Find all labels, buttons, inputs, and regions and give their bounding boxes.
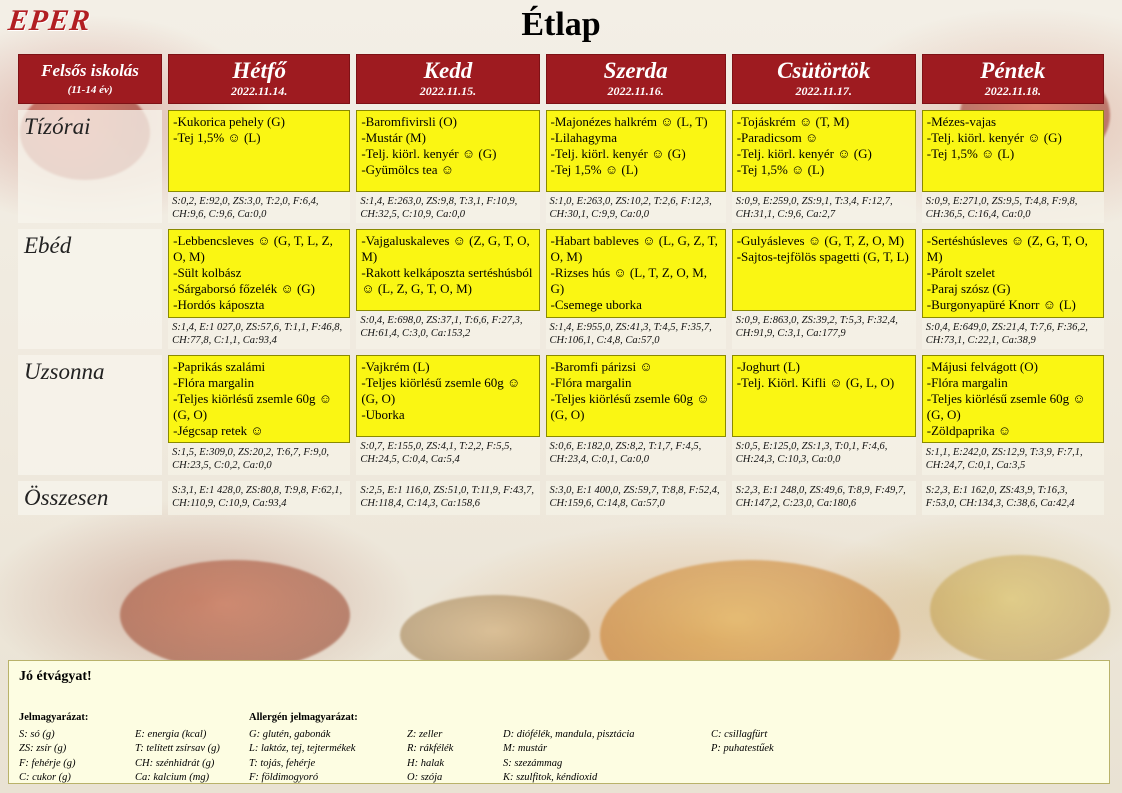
legend-column-allergen-4 <box>711 711 859 785</box>
meal-nutrition: S:1,4, E:263,0, ZS:9,8, T:3,1, F:10,9, CH:32,5, C:10,9, Ca:0,0 <box>360 195 518 220</box>
day-date: 2022.11.16. <box>607 84 664 99</box>
total-cell <box>546 481 726 515</box>
meal-cell <box>732 229 916 349</box>
meal-items: -Kukorica pehely (G) -Tej 1,5% ☺ (L) <box>168 110 350 192</box>
meal-nutrition: S:0,9, E:259,0, ZS:9,1, T:3,4, F:12,7, CH:31,1, C:9,6, Ca:2,7 <box>735 195 893 220</box>
header-audience-title: Felsős iskolás <box>41 60 139 80</box>
meal-cell <box>356 110 539 223</box>
total-cell <box>168 481 350 515</box>
meal-items: -Sertéshúsleves ☺ (Z, G, T, O, M) -Párolt szelet -Paraj szósz (G) -Burgonyapüré Knorr ☺ (L) <box>922 229 1104 318</box>
legend-text: Z: zeller R: rákfélék H: halak O: szója <box>407 729 454 783</box>
meal-nutrition: S:1,4, E:955,0, ZS:41,3, T:4,5, F:35,7, CH:106,1, C:4,8, Ca:57,0 <box>549 321 712 346</box>
day-name: Szerda <box>603 58 668 83</box>
page-title: Étlap <box>521 6 601 43</box>
meal-items: -Baromfivirsli (O) -Mustár (M) -Telj. kiörl. kenyér ☺ (G) -Gyümölcs tea ☺ <box>356 110 539 192</box>
meal-nutrition: S:1,5, E:309,0, ZS:20,2, T:6,7, F:9,0, CH:23,5, C:0,2, Ca:0,0 <box>172 447 330 472</box>
meal-items: -Gulyásleves ☺ (G, T, Z, O, M) -Sajtos-tejfölös spagetti (G, T, L) <box>732 229 916 311</box>
legend-column-allergen-3 <box>503 711 711 785</box>
decorative-food-blob <box>120 560 350 670</box>
total-nutrition: S:2,3, E:1 248,0, ZS:49,6, T:8,9, F:49,7, CH:147,2, C:23,0, Ca:180,6 <box>735 484 906 509</box>
day-date: 2022.11.18. <box>984 84 1042 99</box>
meal-nutrition: S:0,5, E:125,0, ZS:1,3, T:0,1, F:4,6, CH:24,3, C:10,3, Ca:0,0 <box>735 440 888 465</box>
legend-column-nutrients-2 <box>135 711 249 785</box>
header-audience <box>18 54 162 104</box>
meal-items: -Paprikás szalámi -Flóra margalin -Teljes kiörlésű zsemle 60g ☺ (G, O) -Jégcsap retek ☺ <box>168 355 350 444</box>
meal-nutrition: S:1,0, E:263,0, ZS:10,2, T:2,6, F:12,3, CH:30,1, C:9,9, Ca:0,0 <box>549 195 712 220</box>
meal-nutrition: S:0,2, E:92,0, ZS:3,0, T:2,0, F:6,4, CH:9,6, C:9,6, Ca:0,0 <box>172 195 319 220</box>
meal-cell <box>922 229 1104 349</box>
total-nutrition: S:3,0, E:1 400,0, ZS:59,7, T:8,8, F:52,4, CH:159,6, C:14,8, Ca:57,0 <box>549 484 720 509</box>
legend-columns <box>9 685 1109 785</box>
legend-heading-nutrients: Jelmagyarázat: <box>19 712 89 723</box>
day-name: Hétfő <box>232 58 287 83</box>
meal-nutrition: S:0,9, E:863,0, ZS:39,2, T:5,3, F:32,4, CH:91,9, C:3,1, Ca:177,9 <box>735 314 898 340</box>
meal-cell <box>168 229 350 349</box>
row-label-total: Összesen <box>18 481 162 515</box>
total-nutrition: S:3,1, E:1 428,0, ZS:80,8, T:9,8, F:62,1, CH:110,9, C:10,9, Ca:93,4 <box>172 484 343 509</box>
menu-table <box>12 48 1110 521</box>
meal-cell <box>732 355 916 475</box>
total-cell <box>732 481 916 515</box>
meal-cell <box>546 229 726 349</box>
logo: EPER <box>6 4 93 37</box>
meal-nutrition: S:0,7, E:155,0, ZS:4,1, T:2,2, F:5,5, CH:24,5, C:0,4, Ca:5,4 <box>360 440 512 465</box>
meal-items: -Habart bableves ☺ (L, G, Z, T, O, M) -Rizses hús ☺ (L, T, Z, O, M, G) -Csemege uborka <box>546 229 726 318</box>
legend-text: S: só (g) ZS: zsír (g) F: fehérje (g) C: cukor (g) <box>19 729 76 783</box>
meal-items: -Vajkrém (L) -Teljes kiörlésű zsemle 60g ☺ (G, O) -Uborka <box>356 355 539 437</box>
row-label-lunch: Ebéd <box>18 229 162 349</box>
meal-cell <box>168 355 350 475</box>
table-row-total <box>18 481 1104 515</box>
meal-cell <box>168 110 350 223</box>
legend-column-allergen-1 <box>249 711 407 785</box>
legend-text: G: glutén, gabonák L: laktóz, tej, tejtermékek T: tojás, fehérje F: földimogyoró <box>249 729 356 783</box>
legend-panel <box>8 660 1110 784</box>
legend-text: D: diófélék, mandula, pisztácia M: mustár S: szezámmag K: szulfitok, kéndioxid <box>503 729 635 783</box>
decorative-food-blob <box>930 555 1110 665</box>
meal-items: -Joghurt (L) -Telj. Kiörl. Kifli ☺ (G, L, O) <box>732 355 916 437</box>
day-name: Péntek <box>980 58 1046 83</box>
day-date: 2022.11.17. <box>795 84 852 99</box>
meal-cell <box>732 110 916 223</box>
day-name: Csütörtök <box>777 58 871 83</box>
legend-heading-spacer <box>407 711 485 725</box>
legend-column-nutrients-1 <box>19 711 135 785</box>
meal-items: -Mézes-vajas -Telj. kiörl. kenyér ☺ (G) -Tej 1,5% ☺ (L) <box>922 110 1104 192</box>
total-cell <box>356 481 539 515</box>
legend-heading-spacer <box>711 711 841 725</box>
meal-items: -Tojáskrém ☺ (T, M) -Paradicsom ☺ -Telj. kiörl. kenyér ☺ (G) -Tej 1,5% ☺ (L) <box>732 110 916 192</box>
header-day-thursday <box>732 54 916 104</box>
meal-nutrition: S:0,4, E:698,0, ZS:37,1, T:6,6, F:27,3, CH:61,4, C:3,0, Ca:153,2 <box>360 314 523 340</box>
day-name: Kedd <box>423 58 473 83</box>
total-nutrition: S:2,3, E:1 162,0, ZS:43,9, T:16,3, F:53,0, CH:134,3, C:38,6, Ca:42,4 <box>925 484 1075 509</box>
header-day-wednesday <box>546 54 726 104</box>
meal-nutrition: S:0,9, E:271,0, ZS:9,5, T:4,8, F:9,8, CH:36,5, C:16,4, Ca:0,0 <box>925 195 1078 220</box>
legend-text: E: energia (kcal) T: telített zsírsav (g) CH: szénhidrát (g) Ca: kalcium (mg) <box>135 729 220 783</box>
meal-nutrition: S:1,1, E:242,0, ZS:12,9, T:3,9, F:7,1, CH:24,7, C:0,1, Ca:3,5 <box>925 447 1083 472</box>
meal-items: -Lebbencsleves ☺ (G, T, L, Z, O, M) -Sült kolbász -Sárgaborsó főzelék ☺ (G) -Hordós káposzta <box>168 229 350 318</box>
header-audience-sub: (11-14 év) <box>67 83 113 96</box>
meal-items: -Májusi felvágott (O) -Flóra margalin -Teljes kiörlésű zsemle 60g ☺ (G, O) -Zöldpaprika ☺ <box>922 355 1104 444</box>
header-day-tuesday <box>356 54 539 104</box>
legend-text: C: csillagfürt P: puhatestűek <box>711 729 774 755</box>
meal-items: -Vajgaluskaleves ☺ (Z, G, T, O, M) -Rakott kelkáposzta sertéshúsból ☺ (L, Z, G, T, O, M) <box>356 229 539 311</box>
table-header-row <box>18 54 1104 104</box>
greeting-text: Jó étvágyat! <box>19 669 92 684</box>
legend-heading-spacer <box>503 711 693 725</box>
row-label-breakfast: Tízórai <box>18 110 162 223</box>
day-date: 2022.11.15. <box>419 84 477 99</box>
meal-cell <box>546 110 726 223</box>
meal-cell <box>546 355 726 475</box>
legend-heading-spacer <box>135 711 231 725</box>
meal-items: -Majonézes halkrém ☺ (L, T) -Lilahagyma -Telj. kiörl. kenyér ☺ (G) -Tej 1,5% ☺ (L) <box>546 110 726 192</box>
table-row <box>18 355 1104 475</box>
table-row <box>18 110 1104 223</box>
row-label-snack: Uzsonna <box>18 355 162 475</box>
table-row <box>18 229 1104 349</box>
meal-cell <box>922 110 1104 223</box>
meal-cell <box>922 355 1104 475</box>
header-day-friday <box>922 54 1104 104</box>
meal-items: -Baromfi párizsi ☺ -Flóra margalin -Teljes kiörlésű zsemle 60g ☺ (G, O) <box>546 355 726 437</box>
meal-nutrition: S:0,6, E:182,0, ZS:8,2, T:1,7, F:4,5, CH:23,4, C:0,1, Ca:0,0 <box>549 440 702 465</box>
legend-column-allergen-2 <box>407 711 503 785</box>
total-cell <box>922 481 1104 515</box>
meal-nutrition: S:0,4, E:649,0, ZS:21,4, T:7,6, F:36,2, CH:73,1, C:22,1, Ca:38,9 <box>925 321 1088 346</box>
legend-heading-allergens: Allergén jelmagyarázat: <box>249 712 358 723</box>
day-date: 2022.11.14. <box>231 84 288 99</box>
meal-nutrition: S:1,4, E:1 027,0, ZS:57,6, T:1,1, F:46,8, CH:77,8, C:1,1, Ca:93,4 <box>172 321 343 346</box>
meal-cell <box>356 355 539 475</box>
header-day-monday <box>168 54 350 104</box>
total-nutrition: S:2,5, E:1 116,0, ZS:51,0, T:11,9, F:43,7, CH:118,4, C:14,3, Ca:158,6 <box>360 484 535 509</box>
meal-cell <box>356 229 539 349</box>
